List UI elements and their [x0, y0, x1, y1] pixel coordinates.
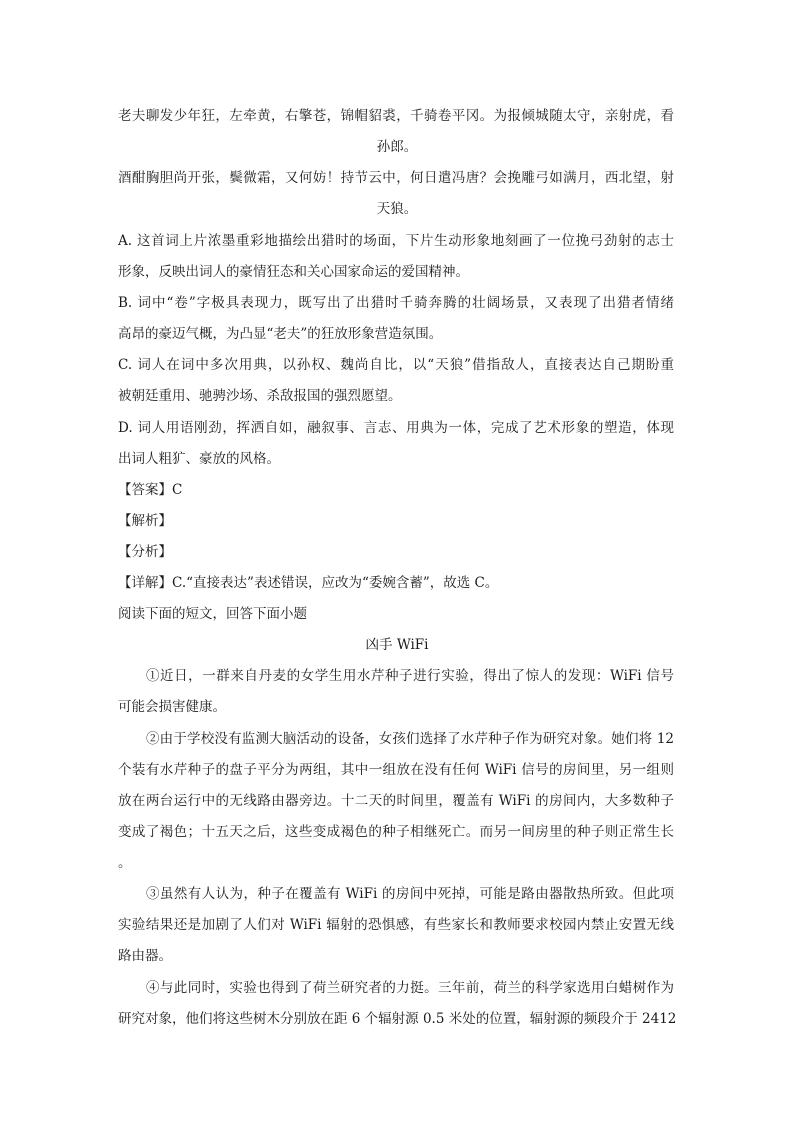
paragraph-4-line-1: ④与此同时，实验也得到了荷兰研究者的力挺。三年前，荷兰的科学家选用白蜡树作为	[146, 980, 674, 996]
poem-line-1: 老夫聊发少年狂，左牵黄，右擎苍，锦帽貂裘，千骑卷平冈。为报倾城随太守，亲射虎，看	[118, 108, 674, 124]
analysis-label: 【解析】	[118, 513, 172, 529]
option-c-line-1: C. 词人在词中多次用典，以孙权、魏尚自比，以“天狼”借指敌人，直接表达自己期盼重	[118, 357, 674, 373]
option-d-line-1: D. 词人用语刚劲，挥洒自如，融叙事、言志、用典为一体，完成了艺术形象的塑造，体现	[118, 420, 674, 436]
paragraph-2-line-4: 变成了褐色；十五天之后，这些变成褐色的种子相继死亡。而另一间房里的种子则正常生长	[118, 824, 674, 840]
poem-line-2: 酒酣胸胆尚开张，鬓微霜，又何妨！持节云中，何日遣冯唐？会挽雕弓如满月，西北望，射	[118, 170, 674, 186]
paragraph-3-line-1: ③虽然有人认为，种子在覆盖有 WiFi 的房间中死掉，可能是路由器散热所致。但此项	[146, 886, 674, 902]
option-b-line-1: B. 词中“卷”字极具表现力，既写出了出猎时千骑奔腾的壮阔场景，又表现了出猎者情绪	[118, 295, 674, 311]
paragraph-2-line-5: 。	[118, 855, 132, 871]
option-c-line-2: 被朝廷重用、驰骋沙场、杀敌报国的强烈愿望。	[118, 388, 402, 404]
paragraph-2-line-1: ②由于学校没有监测大脑活动的设备，女孩们选择了水芹种子作为研究对象。她们将 12	[146, 731, 674, 747]
article-title: 凶手 WiFi	[365, 637, 429, 653]
paragraph-4-line-2: 研究对象，他们将这些树木分别放在距 6 个辐射源 0.5 米处的位置，辐射源的频段介于 2412	[118, 1011, 677, 1027]
paragraph-1-line-1: ①近日，一群来自丹麦的女学生用水芹种子进行实验，得出了惊人的发现：WiFi 信号	[146, 668, 674, 684]
paragraph-1-line-2: 可能会损害健康。	[118, 699, 226, 715]
option-a-line-1: A. 这首词上片浓墨重彩地描绘出猎时的场面，下片生动形象地刻画了一位挽弓劲射的志士	[118, 233, 674, 249]
paragraph-3-line-2: 实验结果还是加剧了人们对 WiFi 辐射的恐惧感，有些家长和教师要求校园内禁止安置无线	[118, 917, 674, 933]
detailed-explanation: 【详解】C.“直接表达”表述错误，应改为“委婉含蓄”，故选 C。	[118, 575, 499, 591]
analysis-sub-label: 【分析】	[118, 544, 172, 560]
paragraph-2-line-3: 放在两台运行中的无线路由器旁边。十二天的时间里，覆盖有 WiFi 的房间内，大多数种子	[118, 793, 674, 809]
poem-line-2-tail: 天狼。	[376, 201, 418, 217]
reading-prompt: 阅读下面的短文，回答下面小题	[118, 606, 307, 622]
poem-line-1-tail: 孙郎。	[376, 139, 418, 155]
answer-label: 【答案】C	[118, 482, 183, 498]
paragraph-2-line-2: 个装有水芹种子的盘子平分为两组，其中一组放在没有任何 WiFi 信号的房间里，另一组则	[118, 762, 674, 778]
option-b-line-2: 高昂的豪迈气概，为凸显“老夫”的狂放形象营造氛围。	[118, 326, 443, 342]
option-d-line-2: 出词人粗犷、豪放的风格。	[118, 451, 280, 467]
option-a-line-2: 形象，反映出词人的豪情狂态和关心国家命运的爱国精神。	[118, 264, 469, 280]
paragraph-3-line-3: 路由器。	[118, 948, 172, 964]
